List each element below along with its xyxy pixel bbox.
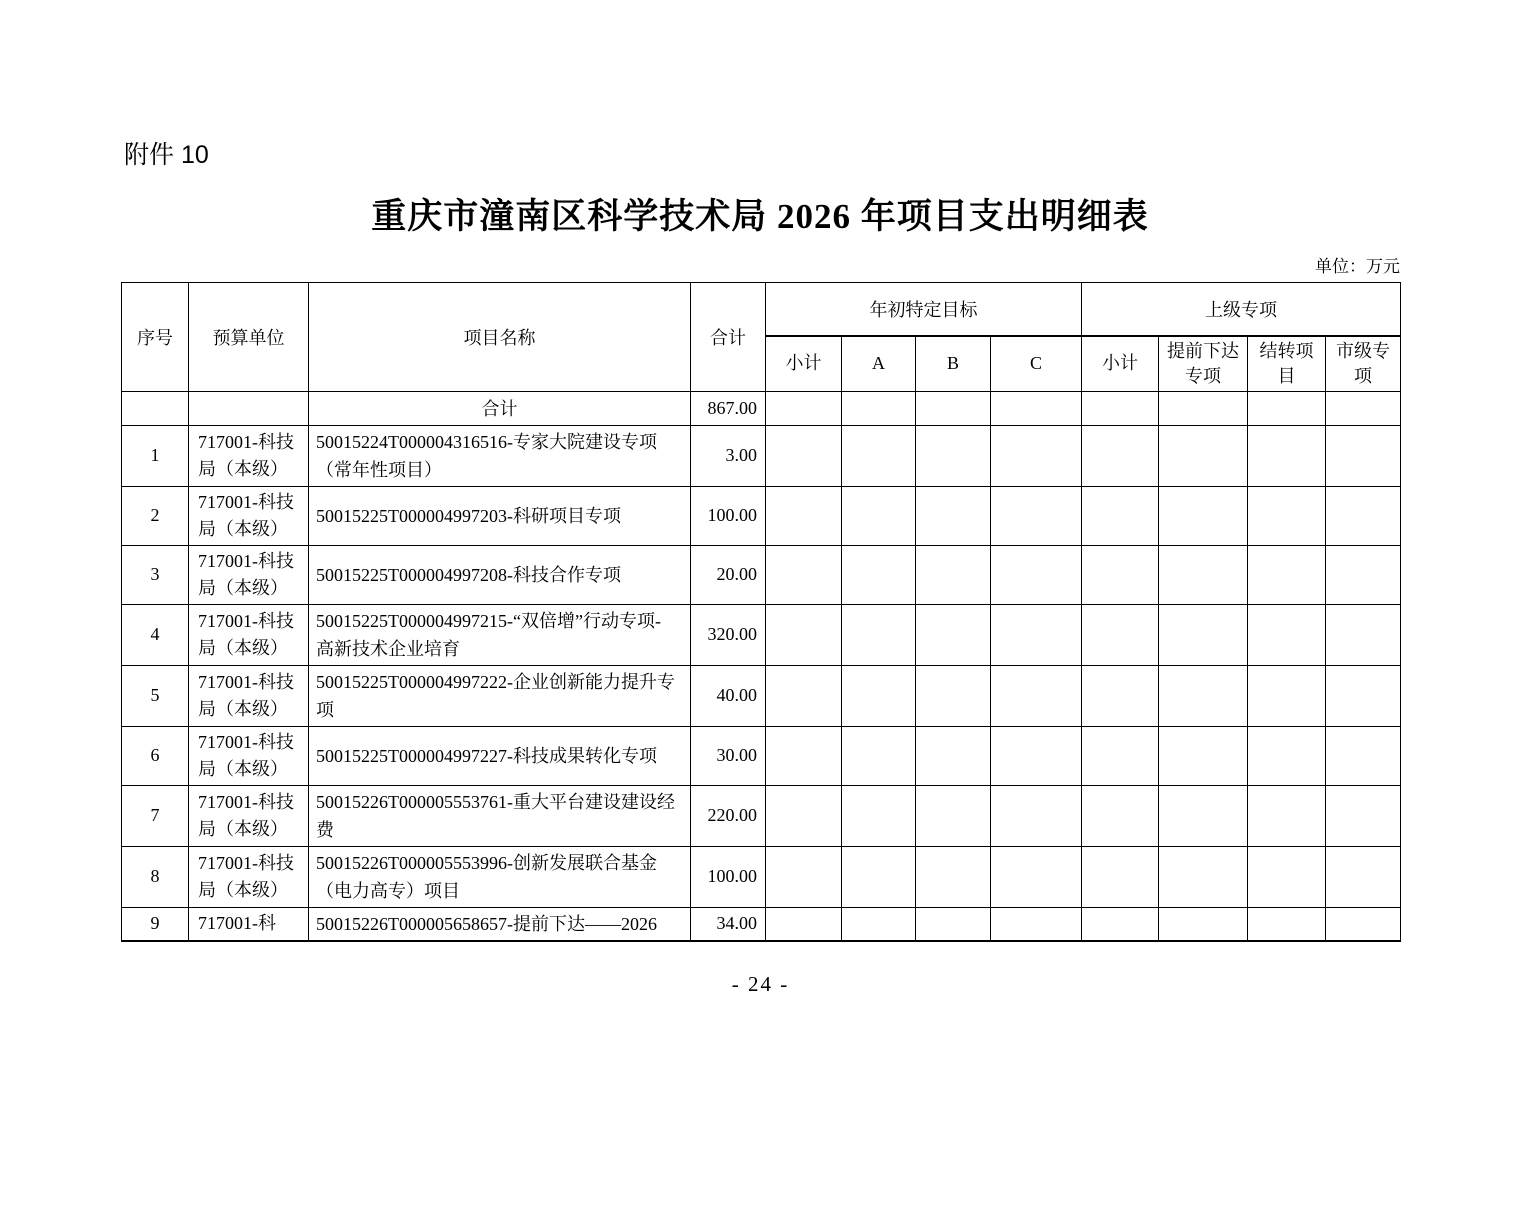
total-cell: 100.00 — [691, 486, 766, 545]
empty-cell — [766, 785, 842, 846]
empty-cell — [842, 545, 916, 604]
unit-cell: 717001-科技局（本级） — [189, 604, 309, 665]
summary-row — [122, 391, 1401, 425]
empty-cell — [1326, 604, 1401, 665]
header-project-name: 项目名称 — [309, 283, 691, 392]
seq-cell: 6 — [122, 726, 189, 785]
table-body — [122, 391, 1401, 941]
header-g2-subtotal: 小计 — [1082, 336, 1159, 392]
unit-note: 单位：万元 — [1315, 257, 1400, 276]
empty-cell — [1159, 604, 1248, 665]
table-row — [122, 665, 1401, 726]
empty-cell — [1326, 846, 1401, 907]
name-cell: 50015226T000005553996-创新发展联合基金（电力高专）项目 — [309, 846, 691, 907]
empty-cell — [766, 665, 842, 726]
empty-cell — [916, 425, 991, 486]
header-seq: 序号 — [122, 283, 189, 392]
attachment-label: 附件 10 — [124, 141, 209, 169]
empty-cell — [1326, 726, 1401, 785]
empty-cell — [842, 425, 916, 486]
empty-cell — [1326, 907, 1401, 941]
empty-cell — [1248, 545, 1326, 604]
seq-cell: 1 — [122, 425, 189, 486]
empty-cell — [991, 665, 1082, 726]
empty-cell — [991, 726, 1082, 785]
total-cell: 40.00 — [691, 665, 766, 726]
empty-cell — [766, 545, 842, 604]
empty-cell — [842, 907, 916, 941]
table-row — [122, 545, 1401, 604]
empty-cell — [916, 726, 991, 785]
empty-cell — [1248, 726, 1326, 785]
header-row-groups — [122, 283, 1401, 336]
empty-cell — [1159, 726, 1248, 785]
empty-cell — [991, 604, 1082, 665]
empty-cell — [991, 907, 1082, 941]
empty-cell — [991, 846, 1082, 907]
empty-cell — [916, 545, 991, 604]
empty-cell — [766, 425, 842, 486]
table-row — [122, 604, 1401, 665]
empty-cell — [766, 486, 842, 545]
header-g1-a: A — [842, 336, 916, 392]
table-row — [122, 486, 1401, 545]
empty-cell — [1326, 486, 1401, 545]
empty-cell — [1159, 785, 1248, 846]
empty-cell — [842, 665, 916, 726]
empty-cell — [842, 486, 916, 545]
name-cell: 50015225T000004997222-企业创新能力提升专项 — [309, 665, 691, 726]
empty-cell — [1082, 486, 1159, 545]
empty-cell — [1326, 425, 1401, 486]
unit-cell: 717001-科技局（本级） — [189, 665, 309, 726]
name-cell: 50015225T000004997203-科研项目专项 — [309, 486, 691, 545]
empty-cell — [1326, 785, 1401, 846]
empty-cell — [1082, 726, 1159, 785]
empty-cell — [842, 846, 916, 907]
unit-cell: 717001-科技局（本级） — [189, 846, 309, 907]
name-cell: 50015226T000005658657-提前下达——2026 — [309, 907, 691, 941]
empty-cell — [122, 391, 189, 425]
empty-cell — [1159, 545, 1248, 604]
empty-cell — [1326, 665, 1401, 726]
empty-cell — [1082, 665, 1159, 726]
header-g2-advance-special: 提前下达专项 — [1159, 336, 1248, 392]
empty-cell — [1326, 545, 1401, 604]
total-cell: 220.00 — [691, 785, 766, 846]
empty-cell — [1159, 486, 1248, 545]
seq-cell: 7 — [122, 785, 189, 846]
empty-cell — [916, 391, 991, 425]
empty-cell — [916, 785, 991, 846]
expenditure-table — [121, 282, 1401, 942]
empty-cell — [189, 391, 309, 425]
empty-cell — [1248, 665, 1326, 726]
empty-cell — [766, 726, 842, 785]
empty-cell — [1326, 391, 1401, 425]
table-row — [122, 726, 1401, 785]
empty-cell — [766, 604, 842, 665]
empty-cell — [1082, 604, 1159, 665]
empty-cell — [1082, 545, 1159, 604]
seq-cell: 2 — [122, 486, 189, 545]
total-cell: 30.00 — [691, 726, 766, 785]
empty-cell — [916, 486, 991, 545]
unit-cell: 717001-科技局（本级） — [189, 425, 309, 486]
seq-cell: 8 — [122, 846, 189, 907]
header-g2-carryover: 结转项目 — [1248, 336, 1326, 392]
empty-cell — [766, 907, 842, 941]
empty-cell — [842, 726, 916, 785]
empty-cell — [842, 604, 916, 665]
seq-cell: 3 — [122, 545, 189, 604]
name-cell: 50015224T000004316516-专家大院建设专项（常年性项目） — [309, 425, 691, 486]
header-total: 合计 — [691, 283, 766, 392]
unit-cell: 717001-科 — [189, 907, 309, 941]
empty-cell — [1248, 907, 1326, 941]
empty-cell — [916, 907, 991, 941]
empty-cell — [1248, 604, 1326, 665]
empty-cell — [1082, 846, 1159, 907]
empty-cell — [1159, 665, 1248, 726]
header-g1-subtotal: 小计 — [766, 336, 842, 392]
name-cell: 50015226T000005553761-重大平台建设建设经费 — [309, 785, 691, 846]
seq-cell: 4 — [122, 604, 189, 665]
page-title: 重庆市潼南区科学技术局 2026 年项目支出明细表 — [371, 197, 1149, 236]
empty-cell — [842, 785, 916, 846]
name-cell: 50015225T000004997227-科技成果转化专项 — [309, 726, 691, 785]
seq-cell: 9 — [122, 907, 189, 941]
empty-cell — [1082, 785, 1159, 846]
unit-cell: 717001-科技局（本级） — [189, 486, 309, 545]
table-row — [122, 425, 1401, 486]
page-number: - 24 - — [731, 972, 790, 996]
empty-cell — [766, 846, 842, 907]
empty-cell — [1248, 486, 1326, 545]
total-cell: 34.00 — [691, 907, 766, 941]
table-row — [122, 785, 1401, 846]
empty-cell — [1082, 907, 1159, 941]
empty-cell — [1082, 425, 1159, 486]
summary-total-cell: 867.00 — [691, 391, 766, 425]
table-row — [122, 846, 1401, 907]
total-cell: 100.00 — [691, 846, 766, 907]
empty-cell — [1082, 391, 1159, 425]
header-budget-unit: 预算单位 — [189, 283, 309, 392]
empty-cell — [916, 846, 991, 907]
table-row — [122, 907, 1401, 941]
empty-cell — [1159, 907, 1248, 941]
empty-cell — [991, 545, 1082, 604]
empty-cell — [1159, 391, 1248, 425]
unit-cell: 717001-科技局（本级） — [189, 545, 309, 604]
empty-cell — [1159, 846, 1248, 907]
header-g2-city-special: 市级专项 — [1326, 336, 1401, 392]
empty-cell — [991, 391, 1082, 425]
total-cell: 20.00 — [691, 545, 766, 604]
empty-cell — [916, 604, 991, 665]
total-cell: 320.00 — [691, 604, 766, 665]
empty-cell — [991, 486, 1082, 545]
header-group-year-start-targets: 年初特定目标 — [766, 283, 1082, 336]
header-g1-b: B — [916, 336, 991, 392]
unit-cell: 717001-科技局（本级） — [189, 726, 309, 785]
empty-cell — [1248, 425, 1326, 486]
unit-cell: 717001-科技局（本级） — [189, 785, 309, 846]
summary-label-cell: 合计 — [309, 391, 691, 425]
empty-cell — [991, 785, 1082, 846]
header-group-superior-special: 上级专项 — [1082, 283, 1401, 336]
empty-cell — [766, 391, 842, 425]
total-cell: 3.00 — [691, 425, 766, 486]
empty-cell — [1248, 391, 1326, 425]
name-cell: 50015225T000004997208-科技合作专项 — [309, 545, 691, 604]
empty-cell — [1248, 846, 1326, 907]
header-g1-c: C — [991, 336, 1082, 392]
seq-cell: 5 — [122, 665, 189, 726]
empty-cell — [991, 425, 1082, 486]
empty-cell — [1248, 785, 1326, 846]
empty-cell — [916, 665, 991, 726]
empty-cell — [1159, 425, 1248, 486]
empty-cell — [842, 391, 916, 425]
name-cell: 50015225T000004997215-“双倍增”行动专项-高新技术企业培育 — [309, 604, 691, 665]
